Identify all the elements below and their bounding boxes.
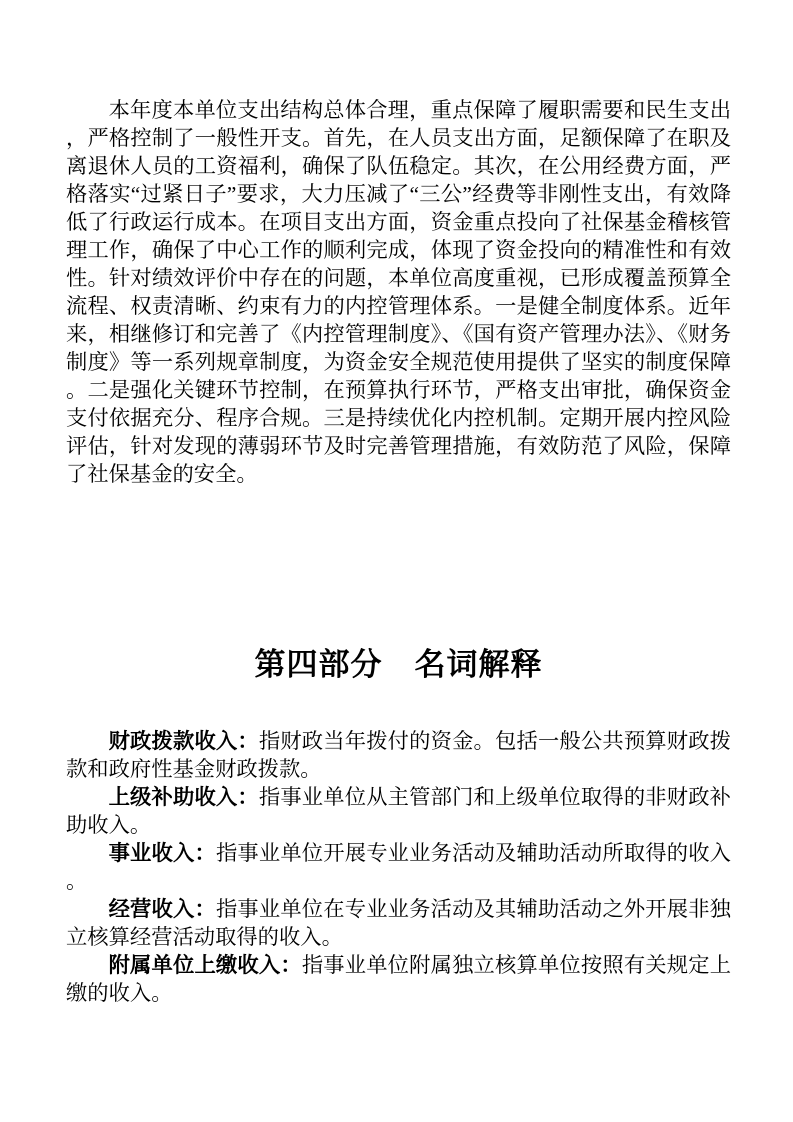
- definition-item-fiscal-appropriation: [66, 727, 731, 783]
- section-title: 第四部分 名词解释: [254, 647, 543, 682]
- definition-item-institutional-income: [66, 839, 731, 895]
- definition-text: 指事业单位在专业业务活动及其辅助活动之外开展非独立核算经营活动取得的收入。: [66, 897, 731, 949]
- definition-term: 财政拨款收入：: [108, 729, 259, 753]
- definition-text: 指事业单位附属独立核算单位按照有关规定上缴的收入。: [66, 953, 731, 1005]
- definition-term: 经营收入：: [108, 897, 216, 921]
- expenditure-summary-paragraph: 本年度本单位支出结构总体合理，重点保障了履职需要和民生支出，严格控制了一般性开支。首先，在人员支出方面，足额保障了在职及离退休人员的工资福利，确保了队伍稳定。其次，在公用经费方面，严格落实“过紧日子”要求，大力压减了“三公”经费等非刚性支出，有效降低了行政运行成本。在项目支出方面，资金重点投向了社保基金稽核管理工作，确保了中心工作的顺利完成，体现了资金投向的精准性和有效性。针对绩效评价中存在的问题，本单位高度重视，已形成覆盖预算全流程、权责清晰、约束有力的内控管理体系。一是健全制度体系。近年来，相继修订和完善了《内控管理制度》、《国有资产管理办法》、《财务制度》等一系列规章制度，为资金安全规范使用提供了坚实的制度保障。二是强化关键环节控制，在预算执行环节，严格支出审批，确保资金支付依据充分、程序合规。三是持续优化内控机制。定期开展内控风险评估，针对发现的薄弱环节及时完善管理措施，有效防范了风险，保障了社保基金的安全。: [66, 98, 731, 486]
- definition-text: 指事业单位从主管部门和上级单位取得的非财政补助收入。: [66, 785, 731, 837]
- definitions-list: [66, 727, 731, 1007]
- definition-term: 上级补助收入：: [108, 785, 259, 809]
- definition-text: 指财政当年拨付的资金。包括一般公共预算财政拨款和政府性基金财政拨款。: [66, 729, 731, 781]
- definition-item-operating-income: [66, 895, 731, 951]
- definition-item-affiliated-unit-remittance: [66, 951, 731, 1007]
- definition-term: 事业收入：: [108, 841, 216, 865]
- definition-item-superior-subsidy: [66, 783, 731, 839]
- definition-term: 附属单位上缴收入：: [108, 953, 302, 977]
- definition-text: 指事业单位开展专业业务活动及辅助活动所取得的收入。: [66, 841, 731, 893]
